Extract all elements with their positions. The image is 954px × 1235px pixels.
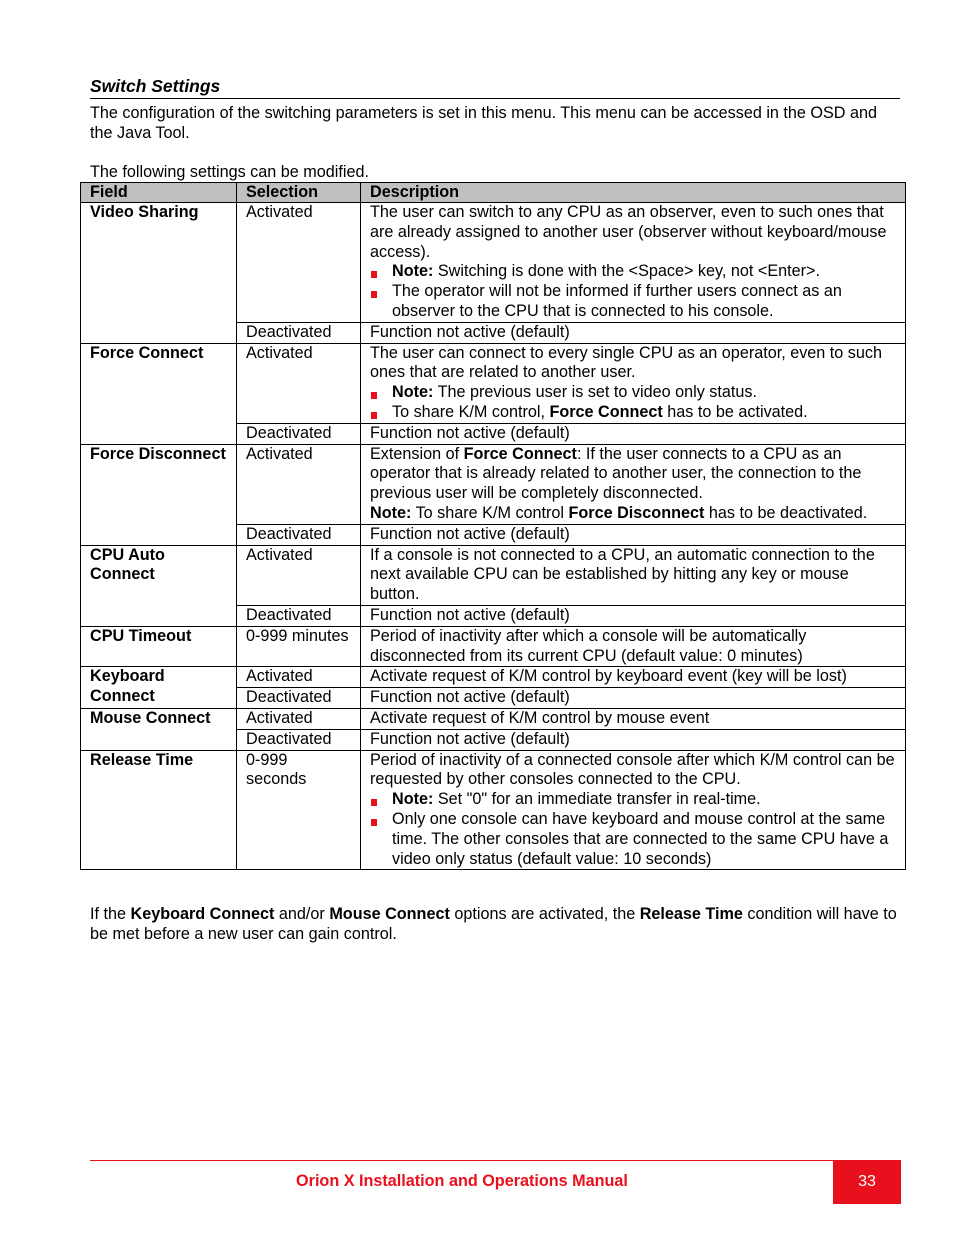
selection-cell: Deactivated [237, 605, 361, 626]
table-row [81, 667, 906, 688]
list-item [370, 383, 896, 403]
selection-cell: Activated [237, 203, 361, 323]
field-mouse-connect: Mouse Connect [81, 708, 237, 750]
text-span: options are activated, the [449, 905, 640, 923]
bullet-list [370, 262, 896, 321]
description-cell: Activate request of K/M control by keyboard event (key will be lost) [361, 667, 906, 688]
description-cell [361, 343, 906, 423]
bold-term: Mouse Connect [329, 905, 450, 923]
field-video-sharing: Video Sharing [81, 203, 237, 344]
note-label: Note: [392, 262, 434, 281]
text-span: Extension of [370, 444, 464, 463]
description-cell [361, 750, 906, 870]
selection-cell: 0-999 minutes [237, 626, 361, 667]
note-label: Note: [392, 383, 434, 402]
selection-cell: Deactivated [237, 729, 361, 750]
description-cell: Function not active (default) [361, 322, 906, 343]
selection-cell: Deactivated [237, 524, 361, 545]
description-cell: Function not active (default) [361, 688, 906, 709]
field-cpu-auto-connect: CPU Auto Connect [81, 545, 237, 626]
text-span: has to be deactivated. [704, 503, 868, 522]
bullet-list [370, 383, 896, 423]
footer-divider [90, 1160, 834, 1161]
description-cell: If a console is not connected to a CPU, an automatic connection to the next available CPU can be established by hitting any key or mouse button. [361, 545, 906, 605]
description-text [370, 445, 896, 504]
text-span: : If the user connects to a CPU as an operator that is already related to another user, the connection to the previous user will be completely disconnected. [370, 444, 862, 503]
table-row [81, 343, 906, 423]
selection-cell: Activated [237, 444, 361, 524]
table-row [81, 708, 906, 729]
selection-cell: Activated [237, 343, 361, 423]
text-span: condition will have to be met before a new user can gain control. [90, 905, 897, 943]
list-item: Only one console can have keyboard and mouse control at the same time. The other consoles that are connected to the same CPU have a video only status (default value: 10 seconds) [370, 810, 896, 869]
list-item: The operator will not be informed if further users connect as an observer to the CPU that is connected to his console. [370, 282, 896, 322]
description-cell [361, 203, 906, 323]
bold-term: Force Connect [549, 402, 663, 421]
text-span: has to be activated. [662, 402, 808, 421]
bullet-list [370, 790, 896, 869]
table-header-row [81, 183, 906, 203]
closing-paragraph [90, 904, 900, 944]
bold-term: Keyboard Connect [130, 905, 275, 923]
intro-paragraph: The configuration of the switching parameters is set in this menu. This menu can be accessed in the OSD and the Java Tool. [90, 104, 878, 142]
note-text [370, 504, 896, 524]
page-number: 33 [833, 1160, 901, 1204]
selection-cell: Deactivated [237, 322, 361, 343]
footer-title: Orion X Installation and Operations Manual [296, 1172, 628, 1190]
bold-term: Release Time [639, 905, 743, 923]
note-label: Note: [370, 503, 412, 522]
list-item [370, 790, 896, 810]
description-text: The user can switch to any CPU as an observer, even to such ones that are already assigned to another user (observer without keyboard/mouse access). [370, 203, 887, 261]
selection-cell: Activated [237, 667, 361, 688]
selection-cell: Deactivated [237, 423, 361, 444]
note-text: The previous user is set to video only status. [433, 383, 757, 402]
section-heading: Switch Settings [90, 75, 900, 99]
description-cell: Period of inactivity after which a console will be automatically disconnected from its current CPU (default value: 0 minutes) [361, 626, 906, 667]
bold-term: Force Connect [463, 444, 577, 463]
header-description: Description [361, 183, 906, 203]
selection-cell: Activated [237, 708, 361, 729]
table-row [81, 203, 906, 323]
table-row [81, 750, 906, 870]
field-force-connect: Force Connect [81, 343, 237, 444]
list-item [370, 262, 896, 282]
note-label: Note: [392, 790, 434, 809]
header-field: Field [81, 183, 237, 203]
selection-cell: 0-999 seconds [237, 750, 361, 870]
header-selection: Selection [237, 183, 361, 203]
description-text: The user can connect to every single CPU as an operator, even to such ones that are related to another user. [370, 343, 882, 382]
selection-cell: Activated [237, 545, 361, 605]
description-cell: Activate request of K/M control by mouse event [361, 708, 906, 729]
note-text: Switching is done with the <Space> key, not <Enter>. [433, 262, 821, 281]
description-text: Period of inactivity of a connected console after which K/M control can be requested by other consoles connected to the CPU. [370, 750, 895, 789]
field-release-time: Release Time [81, 750, 237, 870]
description-cell: Function not active (default) [361, 423, 906, 444]
settings-table [80, 182, 906, 870]
field-force-disconnect: Force Disconnect [81, 444, 237, 545]
text-span: If the [90, 905, 131, 923]
bold-term: Force Disconnect [568, 503, 705, 522]
text-span: To share K/M control, [392, 402, 550, 421]
lead-paragraph: The following settings can be modified. [90, 163, 369, 181]
description-cell: Function not active (default) [361, 605, 906, 626]
list-item [370, 403, 896, 423]
selection-cell: Deactivated [237, 688, 361, 709]
field-keyboard-connect: Keyboard Connect [81, 667, 237, 709]
field-cpu-timeout: CPU Timeout [81, 626, 237, 667]
table-row [81, 444, 906, 524]
description-cell: Function not active (default) [361, 729, 906, 750]
table-row [81, 545, 906, 605]
description-cell: Function not active (default) [361, 524, 906, 545]
note-text: Set "0" for an immediate transfer in real-time. [433, 790, 761, 809]
table-row [81, 626, 906, 667]
text-span: and/or [274, 905, 330, 923]
description-cell [361, 444, 906, 524]
text-span: To share K/M control [411, 503, 569, 522]
